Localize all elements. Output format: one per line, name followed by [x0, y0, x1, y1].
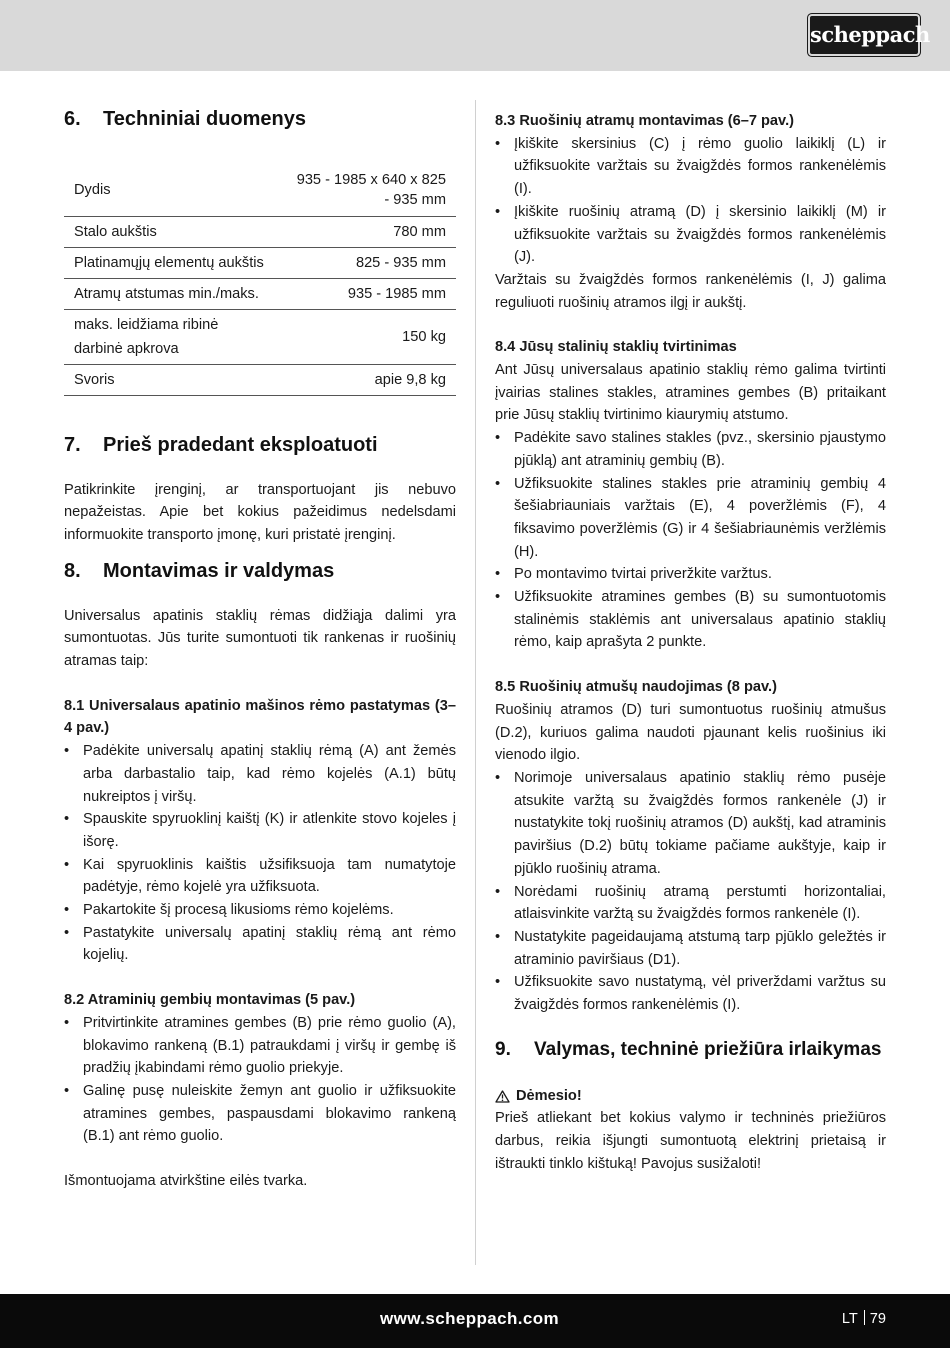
spec-row [64, 364, 456, 395]
section-8-text: Universalus apatinis staklių rėmas didžiąja dalimi yra sumontuotas. Jūs turite sumontuoti tik rankenas ir ruošinių atramas taip: [64, 607, 456, 670]
section-6-heading: 6. Techniniai duomenys [64, 108, 306, 130]
section-8-4-list [495, 427, 886, 654]
list-item: • Pakartokite šį procesą likusioms rėmo kojelėms. [64, 899, 456, 922]
list-item: • Kai spyruoklinis kaištis užsifiksuoja tam numatytoje padėtyje, rėmo kojelė yra užfiksuota. [64, 854, 456, 899]
spec-row [64, 164, 456, 216]
website-link[interactable]: www.scheppach.com [380, 1309, 560, 1328]
list-item: • Padėkite savo stalines stakles (pvz., skersinio pjaustymo pjūklą) ant atraminių gembių (B). [495, 427, 886, 472]
section-8-1-heading: 8.1 Universalaus apatinio mašinos rėmo pastatymas (3–4 pav.) [64, 697, 456, 737]
left-column [64, 100, 456, 1193]
section-9-heading: 9. Valymas, techninė priežiūra irlaikymas [495, 1038, 882, 1060]
list-item: • Užfiksuokite savo nustatymą, vėl priverždami varžtus su žvaigždės formos rankenėlėmis (I). [495, 971, 886, 1016]
list-item: • Galinę pusę nuleiskite žemyn ant guolio ir užfiksuokite atramines gembes, paspausdami blokavimo rankeną (B.1) ant rėmo guolio. [64, 1080, 456, 1148]
spec-value: 935 - 1985 mm [286, 278, 456, 309]
warning-triangle-icon [495, 1090, 510, 1103]
list-item: • Pritvirtinkite atramines gembes (B) prie rėmo guolio (A), blokavimo rankeną (B.1) patraukdami į viršų ir gembę iš pradžių įkabindami rėmo guolio priekyje. [64, 1012, 456, 1080]
list-item: • Spauskite spyruoklinį kaištį (K) ir atlenkite stovo kojeles į išorę. [64, 808, 456, 853]
section-8-heading: 8. Montavimas ir valdymas [64, 559, 335, 582]
right-column [495, 110, 886, 1176]
footer-bar [0, 1294, 950, 1348]
warning-title: Dėmesio! [516, 1087, 582, 1104]
section-8-4-heading: 8.4 Jūsų stalinių staklių tvirtinimas [495, 339, 737, 356]
section-8-5-list [495, 767, 886, 1017]
section-8-5-text: Ruošinių atramos (D) turi sumontuotus ruošinių atmušus (D.2), kuriuos galima naudoti pjaunant kelis ruošinius iki vienodo ilgio. [495, 701, 886, 764]
page-number: 79 [869, 1311, 886, 1327]
spec-value: apie 9,8 kg [286, 364, 456, 395]
list-item: • Pastatykite universalų apatinį staklių rėmą ant rėmo kojelių. [64, 922, 456, 967]
column-divider [475, 100, 476, 1265]
spec-row [64, 216, 456, 247]
warning-heading [495, 1085, 886, 1108]
section-8-2-list [64, 1012, 456, 1148]
section-8-1-list [64, 740, 456, 967]
section-8-2-heading: 8.2 Atraminių gembių montavimas (5 pav.) [64, 992, 356, 1009]
list-item: • Padėkite universalų apatinį staklių rėmą (A) ant žemės arba darbastalio taip, kad rėmo kojelės (A.1) būtų nukreiptos į viršų. [64, 740, 456, 808]
spec-label: Atramų atstumas min./maks. [64, 278, 286, 309]
list-item: • Norimoje universalaus apatinio staklių rėmo pusėje atsukite varžtą su žvaigždės formos rankenėle (J) ir nustatykite tokį ruošinių atramos (D) aukštį, kad atraminis paviršius (D.2) būtų tokiame pačiame aukštyje, kaip ir pjūklo ruošinių atrama. [495, 767, 886, 881]
section-8-3-text: Varžtais su žvaigždės formos rankenėlėmis (I, J) galima reguliuoti ruošinių atramos ilgį ir aukštį. [495, 271, 886, 311]
header-bar [0, 0, 950, 71]
spec-value: 780 mm [286, 216, 456, 247]
list-item: • Nustatykite pageidaujamą atstumą tarp pjūklo geležtės ir atraminio paviršiaus (D1). [495, 926, 886, 971]
spec-label: Platinamųjų elementų aukštis [64, 247, 286, 278]
spec-label: Dydis [64, 164, 286, 216]
section-8-3-list [495, 133, 886, 269]
page-indicator [842, 1294, 886, 1344]
spec-value: 150 kg [286, 309, 456, 364]
spec-label: Svoris [64, 364, 286, 395]
list-item: • Įkiškite ruošinių atramą (D) į skersinio laikiklį (M) ir užfiksuokite varžtais su žvaigždės formos rankenėlėmis (J). [495, 201, 886, 269]
list-item: • Norėdami ruošinių atramą perstumti horizontaliai, atlaisvinkite varžtą su žvaigždės formos rankenėle (I). [495, 881, 886, 926]
spec-row [64, 247, 456, 278]
section-7-heading: 7. Prieš pradedant eksploatuoti [64, 433, 378, 456]
spec-table [64, 164, 456, 396]
spec-row [64, 278, 456, 309]
brand-logo: scheppach [810, 16, 918, 54]
list-item: • Po montavimo tvirtai priveržkite varžtus. [495, 563, 886, 586]
section-8-4-text: Ant Jūsų universalaus apatinio staklių rėmo galima tvirtinti įvairias stalines stakles, atramines gembes (B) pritaikant prie Jūsų staklių tvirtinimo kiaurymių atstumo. [495, 362, 886, 424]
section-7-text: Patikrinkite įrenginį, ar transportuojant jis nebuvo nepažeistas. Apie bet kokius pažeidimus nedelsdami informuokite transporto įmonę, kuri pristatė įrenginį. [64, 481, 456, 543]
warning-text: Prieš atliekant bet kokius valymo ir techninės priežiūros darbus, reikia išjungti sumontuotą elektrinį prietaisą ir ištraukti tinklo kištuką! Pavojus susižaloti! [495, 1110, 886, 1172]
section-8-3-heading: 8.3 Ruošinių atramų montavimas (6–7 pav.) [495, 113, 794, 129]
list-item: • Užfiksuokite atramines gembes (B) su sumontuotomis stalinėmis staklėmis ant universalaus apatinio staklių rėmo, kaip aprašyta 2 punkte. [495, 586, 886, 654]
spec-label: maks. leidžiama ribinė darbinė apkrova [64, 309, 286, 364]
spec-value: 825 - 935 mm [286, 247, 456, 278]
section-8-5-heading: 8.5 Ruošinių atmušų naudojimas (8 pav.) [495, 679, 777, 696]
list-item: • Įkiškite skersinius (C) į rėmo guolio laikiklį (L) ir užfiksuokite varžtais su žvaigždės formos rankenėlėmis (I). [495, 133, 886, 201]
spec-row [64, 309, 456, 364]
spec-label: Stalo aukštis [64, 216, 286, 247]
disassembly-note: Išmontuojama atvirkštine eilės tvarka. [64, 1173, 308, 1190]
spec-value: 935 - 1985 x 640 x 825 - 935 mm [286, 164, 456, 216]
separator [864, 1310, 865, 1325]
language-code: LT [841, 1311, 858, 1327]
list-item: • Užfiksuokite stalines stakles prie atraminių gembių 4 šešiabriauniais varžtais (E), 4 poveržlėmis (F), 4 fiksavimo poveržlėmis (G) ir 4 šešiabriaunėmis veržlėmis (H). [495, 473, 886, 564]
